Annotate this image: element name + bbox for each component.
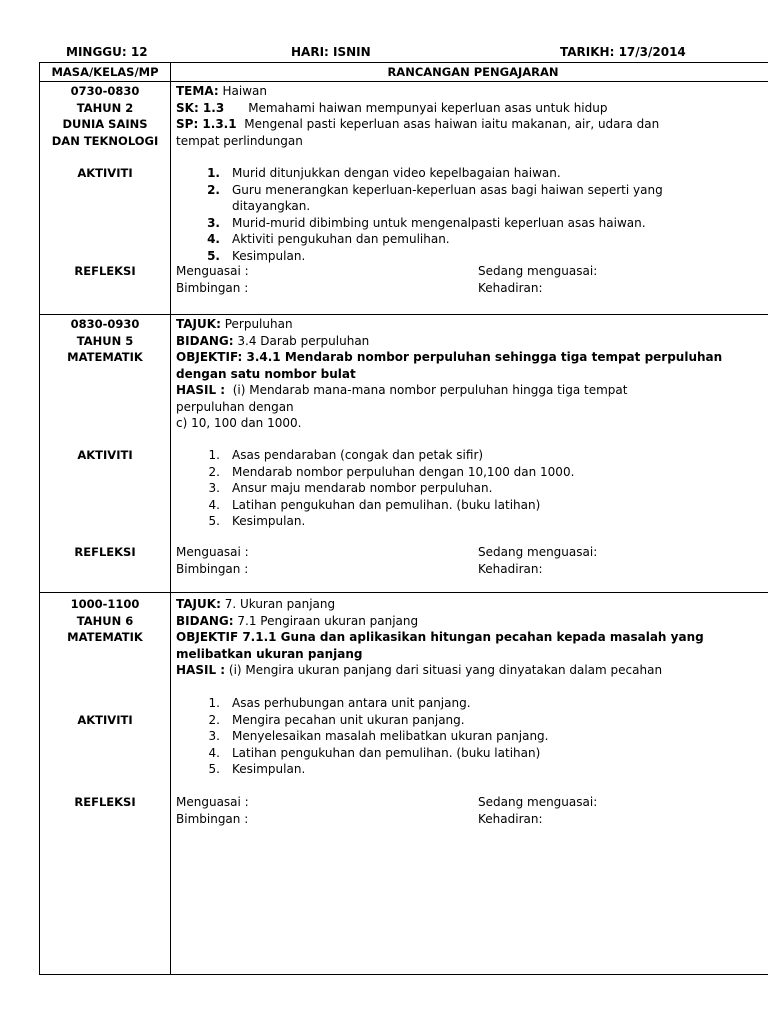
list-item: 1. Asas perhubungan antara unit panjang. (208, 696, 471, 710)
objektif-line-cont: dengan satu nombor bulat (176, 366, 356, 381)
aktiviti-label: AKTIVITI (77, 448, 133, 462)
refleksi-label: REFLEKSI (74, 264, 136, 278)
week-label: MINGGU: 12 (66, 45, 148, 59)
list-item: 1. Murid ditunjukkan dengan video kepelbagaian haiwan. (207, 166, 561, 180)
refleksi-label: REFLEKSI (74, 545, 136, 559)
menguasai-label: Menguasai : (176, 795, 249, 809)
list-item: 5. Kesimpulan. (207, 248, 306, 263)
session-class: TAHUN 5 (76, 333, 134, 348)
hasil-line-cont: perpuluhan dengan (176, 399, 294, 414)
sp-line (176, 116, 659, 133)
activity-list (200, 695, 548, 778)
list-item: 1. Asas pendaraban (congak dan petak sifir) (208, 448, 484, 462)
session-time: 1000-1100 (70, 597, 140, 611)
bidang-value: 7.1 Pengiraan ukuran panjang (237, 613, 419, 628)
session-subject: MATEMATIK (67, 630, 143, 644)
hasil-label: HASIL : (176, 383, 226, 397)
session-subject: MATEMATIK (67, 350, 143, 364)
refleksi-label: REFLEKSI (74, 795, 136, 809)
list-item: 4. Latihan pengukuhan dan pemulihan. (buku latihan) (208, 745, 541, 760)
header-row-divider (40, 81, 768, 82)
hasil-value: (i) Mendarab mana-mana nombor perpuluhan hingga tiga tempat (232, 383, 628, 397)
sedang-menguasai-label: Sedang menguasai: (478, 264, 598, 278)
session-time: 0830-0930 (70, 317, 140, 331)
aktiviti-label: AKTIVITI (77, 713, 133, 727)
list-item: 3. Murid-murid dibimbing untuk mengenalpasti keperluan asas haiwan. (207, 215, 646, 230)
day-label: HARI: ISNIN (291, 45, 371, 59)
objektif-line-cont: melibatkan ukuran panjang (176, 646, 363, 661)
sk-label: SK: 1.3 (176, 100, 225, 115)
tajuk-value: 7. Ukuran panjang (224, 597, 336, 611)
tema-line: TEMA: Haiwan (176, 84, 267, 98)
list-item: 4. Latihan pengukuhan dan pemulihan. (buku latihan) (208, 497, 541, 512)
activity-list (200, 165, 663, 264)
tema-label: TEMA (176, 84, 214, 98)
list-item: 5. Kesimpulan. (208, 762, 306, 776)
sk-line (176, 100, 607, 117)
hasil-line (176, 382, 627, 399)
tajuk-line: TAJUK: 7. Ukuran panjang (176, 597, 336, 611)
tajuk-line: TAJUK: Perpuluhan (176, 317, 293, 331)
menguasai-label: Menguasai : (176, 264, 249, 278)
tajuk-label: TAJUK (176, 597, 217, 611)
list-item: 3. Ansur maju mendarab nombor perpuluhan. (208, 481, 493, 495)
sp-value: Mengenal pasti keperluan asas haiwan iaitu makanan, air, udara dan (244, 117, 660, 131)
bidang-label: BIDANG (176, 333, 229, 348)
sedang-menguasai-label: Sedang menguasai: (478, 795, 598, 809)
bidang-line: BIDANG: 7.1 Pengiraan ukuran panjang (176, 613, 419, 628)
bimbingan-label: Bimbingan : (176, 561, 249, 576)
hasil-value: (i) Mengira ukuran panjang dari situasi yang dinyatakan dalam pecahan (228, 663, 663, 677)
tajuk-label: TAJUK (176, 317, 217, 331)
activity-list (200, 447, 574, 530)
lesson-plan-table (39, 62, 768, 975)
sedang-menguasai-label: Sedang menguasai: (478, 545, 598, 559)
menguasai-label: Menguasai : (176, 545, 249, 559)
kehadiran-label: Kehadiran: (478, 280, 543, 295)
hasil-line (176, 662, 662, 679)
sp-line-cont: tempat perlindungan (176, 133, 303, 148)
kehadiran-label: Kehadiran: (478, 561, 543, 576)
list-item-cont: ditayangkan. (232, 199, 311, 213)
kehadiran-label: Kehadiran: (478, 811, 543, 826)
list-item: 2. Guru menerangkan keperluan-keperluan asas bagi haiwan seperti yang (207, 182, 663, 197)
bidang-label: BIDANG (176, 613, 229, 628)
session-subject: DUNIA SAINS (62, 117, 148, 131)
session-class: TAHUN 6 (76, 613, 134, 628)
column-divider (170, 63, 171, 974)
bidang-line: BIDANG: 3.4 Darab perpuluhan (176, 333, 370, 348)
row-divider-1 (40, 314, 768, 315)
list-item: 2. Mengira pecahan unit ukuran panjang. (208, 712, 465, 727)
session-subject-cont: DAN TEKNOLOGI (51, 133, 159, 148)
list-item: 4. Aktiviti pengukuhan dan pemulihan. (207, 232, 450, 246)
list-item: 2. Mendarab nombor perpuluhan dengan 10,100 dan 1000. (208, 464, 575, 479)
bidang-value: 3.4 Darab perpuluhan (237, 333, 370, 348)
tajuk-value: Perpuluhan (224, 317, 293, 331)
row-divider-2 (40, 592, 768, 593)
objektif-line: OBJEKTIF 7.1.1 Guna dan aplikasikan hitungan pecahan kepada masalah yang (176, 630, 704, 644)
objektif-line: OBJEKTIF: 3.4.1 Mendarab nombor perpuluhan sehingga tiga tempat perpuluhan (176, 350, 723, 364)
session-time: 0730-0830 (70, 84, 140, 98)
hasil-line-cont2: c) 10, 100 dan 1000. (176, 416, 302, 430)
sk-value: Memahami haiwan mempunyai keperluan asas untuk hidup (248, 100, 608, 115)
col-header-rancangan: RANCANGAN PENGAJARAN (387, 65, 559, 79)
hasil-label: HASIL : (176, 663, 226, 677)
bimbingan-label: Bimbingan : (176, 280, 249, 295)
session-class: TAHUN 2 (76, 100, 134, 115)
tema-value: Haiwan (222, 84, 267, 98)
sp-label: SP: 1.3.1 (176, 117, 237, 131)
bimbingan-label: Bimbingan : (176, 811, 249, 826)
date-label: TARIKH: 17/3/2014 (560, 45, 686, 59)
aktiviti-label: AKTIVITI (77, 166, 133, 180)
col-header-masa: MASA/KELAS/MP (51, 65, 159, 79)
list-item: 5. Kesimpulan. (208, 514, 306, 528)
list-item: 3. Menyelesaikan masalah melibatkan ukuran panjang. (208, 729, 549, 743)
